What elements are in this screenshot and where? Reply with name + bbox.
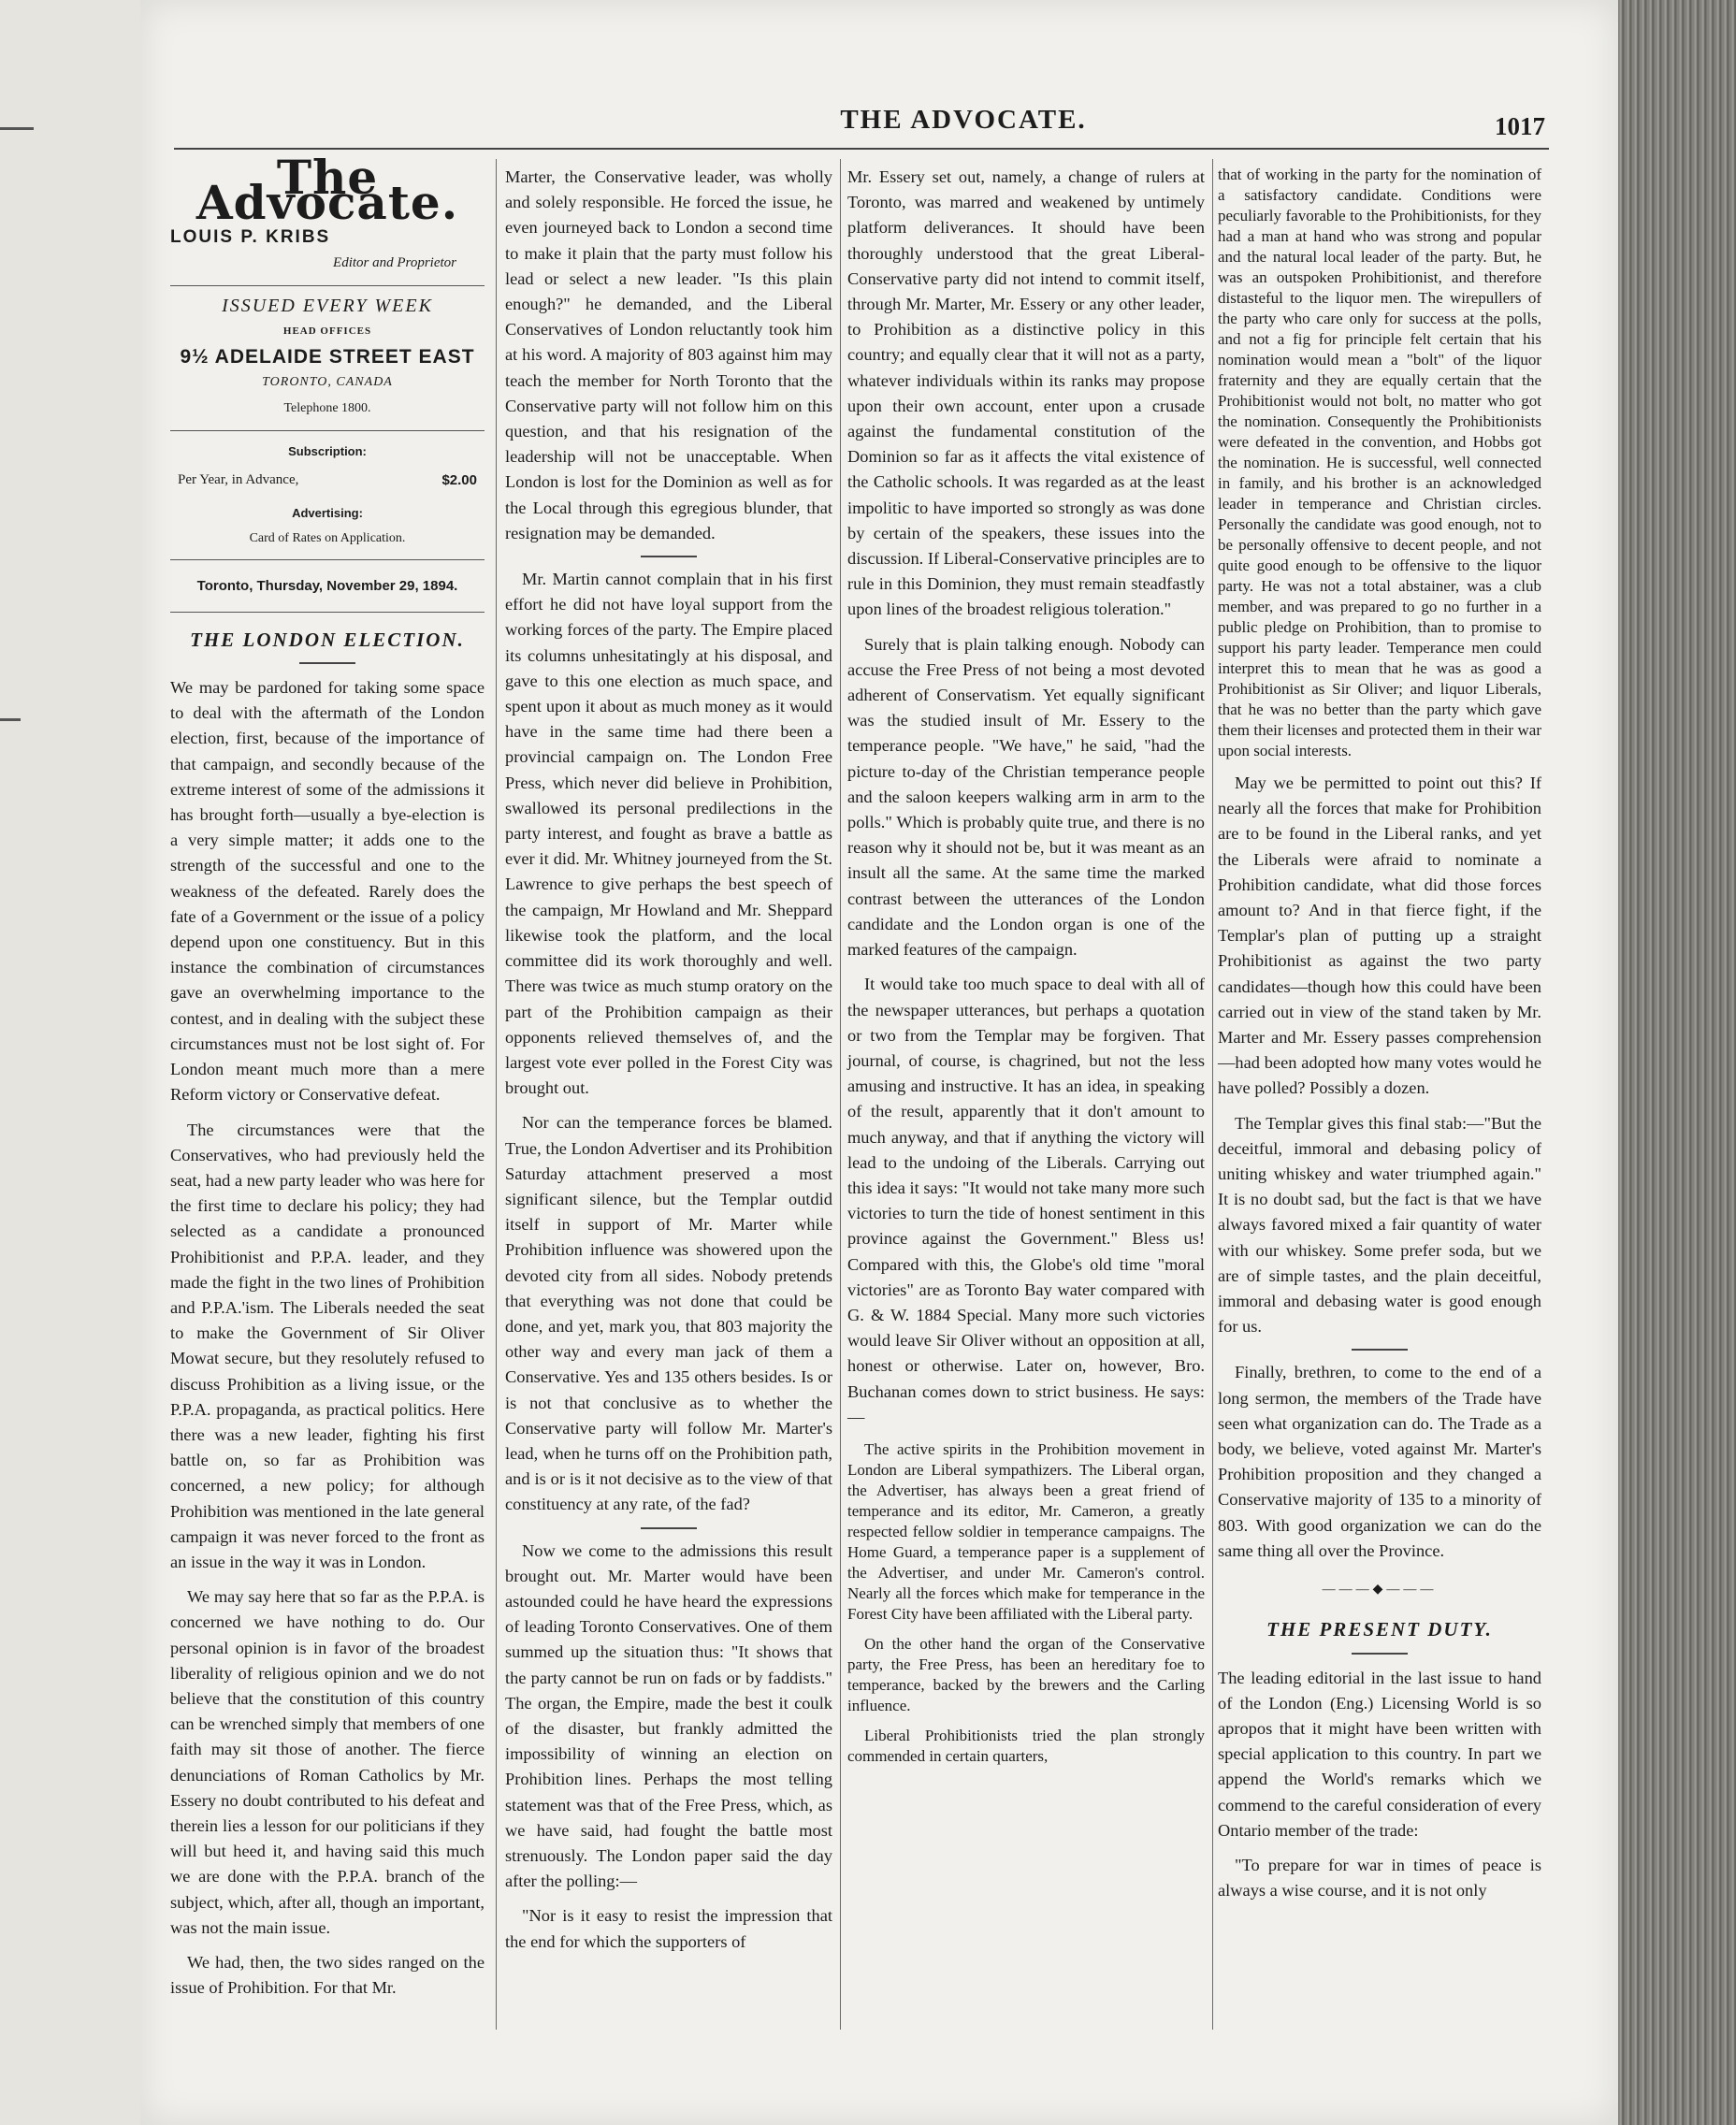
paragraph: We may say here that so far as the P.P.A. is concerned we have nothing to do. Our personal opinion is in favor of the broadest liberality of religious opinion and we do not believe that the constitution of this country can be wrenched simply that members of one faith may sit those of another. The fierce denunciations of Roman Catholics by Mr. Essery no doubt contributed to his defeat and therein lies a lesson for our politicians if they will but heed it, and having said this much we are done with the P.P.A. branch of the subject, which, after all, though an important, was not the main issue. [170,1587,485,1937]
article-headline: THE LONDON ELECTION. [190,628,465,651]
paragraph: The leading editorial in the last issue to hand of the London (Eng.) Licensing World is so apropos that it might have been written with special application to this country. In part we append the World's remarks which we commend to the careful consideration of every Ontario member of the trade: [1218,1668,1541,1840]
subscription-row [170,468,485,493]
dateline: Toronto, Thursday, November 29, 1894. [196,577,458,594]
editor-role: Editor and Proprietor [333,254,456,270]
masthead-rule [170,430,485,431]
page-number: 1017 [1495,112,1545,140]
left-margin [0,0,140,2125]
margin-mark [0,718,21,721]
subscription-label: Subscription: [288,443,367,458]
column-3 [847,165,1205,1776]
subscription-price: $2.00 [441,472,477,489]
column-rule [840,159,841,2030]
office-address: 9½ ADELAIDE STREET EAST [180,346,475,369]
header-rule [174,148,1549,150]
headline-rule [299,662,355,664]
section-ornament: ———◆——— [1322,1583,1438,1597]
quoted-paragraph: that of working in the party for the nomination of a satisfactory candidate. Conditions were peculiarly favorable to the Prohibitionists, for they had a man at hand who was strong and popular and the natural local leader of the party. But, he was an outspoken Prohibitionist, and therefore distasteful to the liquor men. The wirepullers of the party who care only for success at the polls, and not a fig for principle felt certain that his nomination would mean a "bolt" of the liquor fraternity and they are equally certain that the Prohibitionist would not bolt, no matter who got the nomination. Consequently the Prohibitionists were defeated in the convention, and Hobbs got the nomination. He is successful, well connected in family, and his brother is an acknowledged leader in temperance and Christian circles. Personally the candidate was good enough, not to be personally offensive to decent people, and not quite good enough to be offensive to the liquor party. He was not a total abstainer, was a club member, and was prepared to go no further in a public pledge on Prohibition, than to promise to support his party leader. Temperance men could interpret this to mean that he was as good a Prohibitionist as Sir Oliver; and liquor Liberals, that he was no better than the party which gave them their licenses and protected them in their war upon social interests. [1218,166,1541,759]
paragraph: Finally, brethren, to come to the end of a long sermon, the members of the Trade have seen what organization can do. The Trade as a body, we believe, voted against Mr. Marter's Prohibition proposition and they changed a Conservative majority of 135 to a minority of 803. With good organization we can do the same thing all over the Province. [1218,1363,1541,1560]
section-rule [1352,1349,1408,1351]
quoted-paragraph: The active spirits in the Prohibition movement in London are Liberal sympathizers. The Liberal organ, the Advertiser, has always been a great friend of temperance and its editor, Mr. Cameron, a greatly respected fellow soldier in temperance campaigns. The Home Guard, a temperance paper is a supplement of the Advertiser, and under Mr. Cameron's control. Nearly all the forces which make for temperance in the Forest City have been affiliated with the Liberal party. [847,1439,1205,1623]
masthead [170,150,485,613]
quoted-paragraph: Liberal Prohibitionists tried the plan strongly commended in certain quarters, [847,1726,1205,1765]
editor-name: LOUIS P. KRIBS [170,227,331,248]
paragraph: We may be pardoned for taking some space to deal with the aftermath of the London election, first, because of the importance of that campaign, and secondly because of the extreme interest of some of the admissions it has brought forth—usually a bye-election is a very simple matter; it adds one to the strength of the successful and one to the weakness of the defeated. Rarely does the fate of a Government or the issue of a policy depend upon one constituency. But in this instance the combination of circumstances gave an overwhelming importance to the contest, and in dealing with the subject these circumstances must not be lost sight of. For London meant much more than a mere Reform victory or Conservative defeat. [170,678,485,1105]
advertising-text: Card of Rates on Application. [249,531,406,546]
section-rule [641,1527,697,1529]
column-4 [1218,165,1541,1913]
quoted-paragraph: On the other hand the organ of the Conservative party, the Free Press, has been an hereditary foe to temperance, backed by the brewers and the Carling influence. [847,1634,1205,1714]
telephone: Telephone 1800. [283,400,371,415]
paragraph: Now we come to the admissions this result brought out. Mr. Marter would have been astounded could he have heard the expressions of leading Toronto Conservatives. One of them summed up the situation thus: "It shows that the party cannot be run on fads or by faddists." The organ, the Empire, made the best it coulk of the disaster, but frankly admitted the impossibility of winning an election on Prohibition lines. Perhaps the most telling statement was that of the Free Press, which, as we have said, had fought the battle most strenuously. The London paper said the day after the polling:— [505,1540,832,1891]
paragraph: Nor can the temperance forces be blamed. True, the London Advertiser and its Prohibition Saturday attachment preserved a most significant silence, but the Templar outdid itself in support of Mr. Marter while Prohibition influence was showered upon the devoted city from all sides. Nobody pretends that everything was not done that could be done, and yet, mark you, that 803 majority the other way and every man jack of them a Conservative. Yes and 135 others besides. Is or is not that conclusive as to whether the Conservative party will follow Mr. Marter's lead, when he turns off on the Prohibition path, and is or is it not decisive as to the view of that constituency at any rate, of the fad? [505,1113,832,1514]
paragraph: The circumstances were that the Conservatives, who had previously held the seat, had a new party leader who was here for the first time to declare his policy; they had selected as a candidate a pronounced Prohibitionist and P.P.A. leader, and they made the fight in the two lines of Prohibition and P.P.A.'ism. The Liberals needed the seat to make the Government of Sir Oliver Mowat secure, but they resolutely refused to discuss Prohibition as a living issue, or the P.P.A. propaganda, as practical politics. Here there was a new leader, fighting his first battle on, so far as Prohibition was concerned, a new policy; for although Prohibition was mentioned in the late general campaign it was never forced to the front as an issue in the way it was in London. [170,1120,485,1571]
headline-rule [1352,1653,1408,1655]
column-rule [1212,159,1213,2030]
book-edge [1618,0,1736,2125]
paragraph: Mr. Essery set out, namely, a change of rulers at Toronto, was marred and weakened by untimely platform deliverances. It should have been thoroughly understood that the great Liberal-Conservative party did not intend to commit itself, through Mr. Marter, Mr. Essery or any other leader, to Prohibition as a distinctive policy in this country; and equally clear that it will not as a party, whatever individuals within its ranks may propose upon their own account, enter upon a crusade against the fundamental constitution of the Dominion so far as it affects the vital existence of the Catholic schools. It was regarded as at the least impolitic to have imported so strongly as was done by certain of the speakers, these issues into the discussion. If Liberal-Conservative principles are to rule in this Dominion, they must remain steadfastly upon lines of the broadest religious toleration." [847,167,1206,619]
masthead-title: The Advocate. [195,150,459,231]
paragraph: "To prepare for war in times of peace is always a wise course, and it is not only [1218,1855,1541,1901]
issued-line: ISSUED EVERY WEEK [222,295,433,316]
section-rule [641,556,697,557]
running-head: THE ADVOCATE. [840,105,1087,135]
paragraph: Surely that is plain talking enough. Nobody can accuse the Free Press of not being a most devoted adherent of Conservatism. Yet equally significant was the studied insult of Mr. Essery to the temperance people. "We have," he said, "had the picture to-day of the Christian temperance people and the saloon keepers walking arm in arm to the polls." Which is probably quite true, and there is no reason why it should not be, but it was meant as an insult all the same. At the same time the marked contrast between the utterances of the London candidate and the London organ is one of the marked features of the campaign. [847,634,1205,960]
paragraph: We had, then, the two sides ranged on the issue of Prohibition. For that Mr. [170,1953,485,1998]
office-city: TORONTO, CANADA [262,375,393,390]
column-rule [496,159,497,2030]
paragraph: Mr. Martin cannot complain that in his first effort he did not have loyal support from the working forces of the party. The Empire placed its columns unhesitatingly at his disposal, and gave to this one election as much space, and spent upon it about as much money as it would have in the same time had there been a provincial campaign on. The London Free Press, which never did believe in Prohibition, swallowed its personal predilections in the party interest, and fought as brave a battle as ever it did. Mr. Whitney journeyed from the St. Lawrence to give perhaps the best speech of the campaign, Mr Howland and Mr. Sheppard likewise took the platform, and the local committee did its work thoroughly and well. There was twice as much stump oratory on the part of the Prohibition campaign as their opponents relieved themselves of, and the largest vote ever polled in the Forest City was brought out. [505,570,832,1098]
paragraph: May we be permitted to point out this? If nearly all the forces that make for Prohibition are to be found in the Liberal ranks, and yet the Liberals were afraid to nominate a Prohibition candidate, what did those forces amount to? And in that fierce fight, if the Templar's plan of putting up a straight Prohibitionist as against the two party candidates—though how this could have been carried out in view of the stand taken by Mr. Marter and Mr. Essery passes comprehension—had been adopted how many votes would he have polled? Possibly a dozen. [1218,773,1541,1098]
head-offices-label: HEAD OFFICES [282,325,372,338]
paragraph: It would take too much space to deal with all of the newspaper utterances, but perhaps a quotation or two from the Templar may be forgiven. That journal, of course, is chagrined, but not the less amusing and instructive. It has an idea, in speaking of the result, apparently that it don't amount to much anyway, and that if anything the victory will lead to the undoing of the Liberals. Carrying out this idea it says: "It would not take many more such victories to turn the tide of honest sentiment in this province against the Government." Bless us! Compared with this, the Globe's old time "moral victories" are as Toronto Bay water compared with G. & W. 1884 Special. Many more such victories would leave Sir Oliver without an opposition at all, honest or otherwise. Later on, however, Bro. Buchanan comes down to strict business. He says:— [847,975,1205,1426]
masthead-rule [170,559,485,560]
masthead-rule [170,612,485,613]
article-headline: THE PRESENT DUTY. [1266,1618,1493,1641]
column-1 [170,150,485,2010]
subscription-term: Per Year, in Advance, [178,472,299,488]
paragraph: "Nor is it easy to resist the impression that the end for which the supporters of [505,1906,832,1951]
column-2 [505,165,832,1964]
advertising-label: Advertising: [292,506,363,521]
masthead-rule [170,285,485,286]
paragraph: The Templar gives this final stab:—"But the deceitful, immoral and debasing policy of uniting whiskey and water triumphed again." It is no doubt sad, but the fact is that we have always favored mixed a fair quantity of water with our whiskey. Some prefer soda, but we are of simple tastes, and the plain deceitful, immoral and debasing water is good enough for us. [1218,1113,1541,1337]
paragraph: Marter, the Conservative leader, was wholly and solely responsible. He forced the issue, he even journeyed back to London a second time to make it plain that the party must follow his lead or select a new leader. "Is this plain enough?" he demanded, and the Liberal Conservatives of London reluctantly took him at his word. A majority of 803 against him may teach the member for North Toronto that the Conservative party will not follow him on this question, and that his resignation of the leadership will not be unacceptable. When London is lost for the Dominion as well as for the Local through this egregious blunder, that resignation may be demanded. [505,167,832,542]
margin-mark [0,127,34,130]
